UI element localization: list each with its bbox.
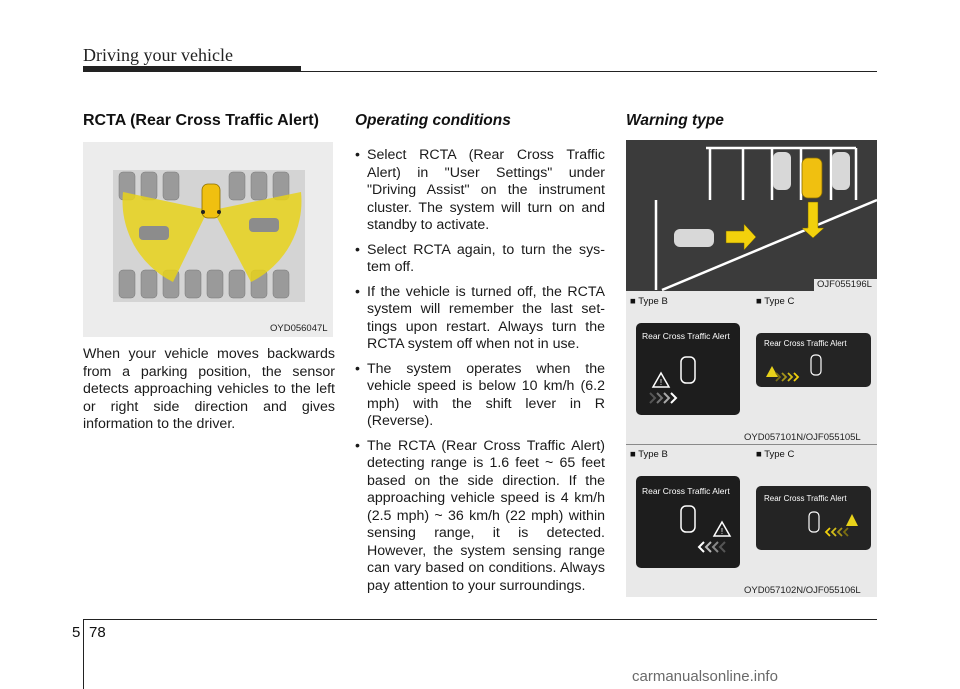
svg-text:!: ! [659, 378, 663, 387]
list-item: • Select RCTA again, to turn the sys-tem off. [355, 242, 605, 277]
list-item: • If the vehicle is turned off, the RCTA system will remember the last set-tings upon restart. Always turn the RCTA system off when not in use. [355, 284, 605, 354]
list-item: • Select RCTA (Rear Cross Traffic Alert) in "User Settings" under "Driving Assist" on the instrument cluster. The system will turn on and standby to activate. [355, 147, 605, 235]
section-title: RCTA (Rear Cross Traffic Alert) [83, 112, 319, 129]
type-c-label: ■ Type C [756, 296, 795, 307]
header-rule [83, 71, 877, 72]
display-title: Rear Cross Traffic Alert [764, 494, 847, 503]
list-item: • The system operates when the vehicle speed is below 10 km/h (6.2 mph) with the shift lever in R (Reverse). [355, 361, 605, 431]
display-type-b-warning [636, 476, 740, 568]
page-number: 78 [89, 624, 106, 641]
figure-code: OYD056047L [270, 323, 328, 334]
chevron-arrow-icon [776, 373, 798, 381]
list-item: • The RCTA (Rear Cross Traffic Alert) detecting range is 1.6 feet ~ 65 feet based on the side direction. If the approaching vehicle speed is 4 km/h (2.5 mph) ~ 36 km/h (22 mph) within sensing range, it is detected. However, the system sensing range can vary based on conditions. Always pay attention to your surroundings. [355, 438, 605, 596]
display-title: Rear Cross Traffic Alert [764, 339, 847, 348]
car-icon [811, 355, 821, 375]
warning-triangle-icon [846, 514, 858, 526]
figure-code: OYD057101N/OJF055105L [744, 432, 861, 443]
chevron-arrow-icon [826, 528, 848, 536]
chapter-title: Driving your vehicle [83, 45, 233, 65]
parking-lot-illustration [83, 142, 333, 337]
display-title: Rear Cross Traffic Alert [642, 331, 730, 341]
car-icon [809, 512, 819, 532]
operating-conditions-title: Operating conditions [355, 112, 511, 129]
footer-divider [83, 619, 84, 689]
figure-code: OJF055196L [817, 279, 872, 290]
watermark: carmanualsonline.info [632, 668, 778, 685]
car-icon [802, 158, 822, 198]
parking-scene-figure [626, 140, 877, 291]
display-type-b-approach [636, 323, 740, 415]
intro-paragraph: When your vehicle moves backwards from a parking position, the sensor detects approaching vehicles to the left or right side direction and gives information to the driver. [83, 346, 335, 432]
chevron-arrow-icon [699, 542, 725, 552]
type-c-label: ■ Type C [756, 449, 795, 460]
type-b-label: ■ Type B [630, 296, 668, 307]
display-type-c-approach [756, 333, 871, 387]
chevron-arrow-icon [650, 393, 676, 403]
warning-type-panel [626, 140, 877, 597]
warning-type-title: Warning type [626, 112, 724, 129]
warning-triangle-icon [766, 366, 778, 377]
display-title: Rear Cross Traffic Alert [642, 486, 730, 496]
rcta-sensor-figure [83, 142, 333, 337]
svg-text:!: ! [720, 527, 724, 536]
operating-conditions-list [355, 147, 605, 602]
footer-rule [83, 619, 877, 620]
divider [626, 444, 877, 445]
car-icon [681, 506, 695, 532]
display-type-c-warning [756, 486, 871, 550]
figure-code: OYD057102N/OJF055106L [744, 585, 861, 596]
type-b-label: ■ Type B [630, 449, 668, 460]
car-icon [681, 357, 695, 383]
chapter-number: 5 [72, 624, 81, 641]
